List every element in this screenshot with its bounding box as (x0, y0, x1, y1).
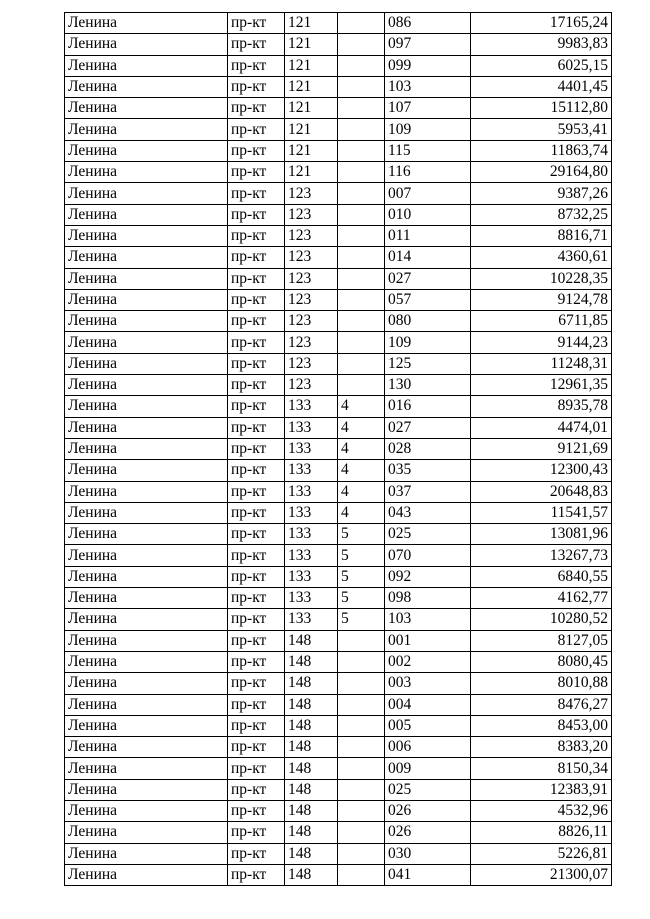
street-type-cell: пр-кт (228, 630, 285, 651)
building-corpus-cell (338, 375, 385, 396)
street-cell: Ленина (65, 758, 228, 779)
street-type-cell: пр-кт (228, 800, 285, 821)
street-cell: Ленина (65, 737, 228, 758)
street-type-cell: пр-кт (228, 140, 285, 161)
amount-cell: 11541,57 (471, 502, 612, 523)
street-type-cell: пр-кт (228, 651, 285, 672)
street-cell: Ленина (65, 545, 228, 566)
house-number-cell: 133 (285, 438, 338, 459)
amount-cell: 8732,25 (471, 204, 612, 225)
house-number-cell: 148 (285, 822, 338, 843)
apartment-number-cell: 035 (385, 460, 471, 481)
street-cell: Ленина (65, 864, 228, 885)
house-number-cell: 133 (285, 417, 338, 438)
street-type-cell: пр-кт (228, 375, 285, 396)
table-row (65, 162, 612, 183)
street-cell: Ленина (65, 375, 228, 396)
building-corpus-cell (338, 758, 385, 779)
amount-cell: 8453,00 (471, 715, 612, 736)
amount-cell: 4162,77 (471, 588, 612, 609)
building-corpus-cell (338, 779, 385, 800)
amount-cell: 20648,83 (471, 481, 612, 502)
apartment-number-cell: 109 (385, 119, 471, 140)
street-type-cell: пр-кт (228, 353, 285, 374)
house-number-cell: 148 (285, 630, 338, 651)
building-corpus-cell: 4 (338, 460, 385, 481)
street-cell: Ленина (65, 524, 228, 545)
street-cell: Ленина (65, 225, 228, 246)
table-row (65, 225, 612, 246)
house-number-cell: 123 (285, 247, 338, 268)
building-corpus-cell (338, 311, 385, 332)
table-row (65, 715, 612, 736)
amount-cell: 21300,07 (471, 864, 612, 885)
table-row (65, 694, 612, 715)
street-type-cell: пр-кт (228, 247, 285, 268)
street-type-cell: пр-кт (228, 34, 285, 55)
street-cell: Ленина (65, 800, 228, 821)
street-cell: Ленина (65, 673, 228, 694)
table-row (65, 119, 612, 140)
street-type-cell: пр-кт (228, 332, 285, 353)
amount-cell: 12300,43 (471, 460, 612, 481)
street-type-cell: пр-кт (228, 204, 285, 225)
amount-cell: 6025,15 (471, 55, 612, 76)
document-page (64, 12, 611, 886)
amount-cell: 8816,71 (471, 225, 612, 246)
apartment-number-cell: 041 (385, 864, 471, 885)
table-row (65, 843, 612, 864)
street-cell: Ленина (65, 162, 228, 183)
street-cell: Ленина (65, 204, 228, 225)
street-cell: Ленина (65, 609, 228, 630)
amount-cell: 5953,41 (471, 119, 612, 140)
table-row (65, 566, 612, 587)
building-corpus-cell: 5 (338, 588, 385, 609)
house-number-cell: 148 (285, 715, 338, 736)
apartment-number-cell: 003 (385, 673, 471, 694)
table-row (65, 588, 612, 609)
street-type-cell: пр-кт (228, 183, 285, 204)
street-cell: Ленина (65, 13, 228, 34)
address-table (64, 12, 612, 886)
street-cell: Ленина (65, 34, 228, 55)
amount-cell: 15112,80 (471, 98, 612, 119)
apartment-number-cell: 028 (385, 438, 471, 459)
building-corpus-cell: 4 (338, 396, 385, 417)
house-number-cell: 133 (285, 609, 338, 630)
table-row (65, 289, 612, 310)
amount-cell: 11248,31 (471, 353, 612, 374)
apartment-number-cell: 009 (385, 758, 471, 779)
building-corpus-cell (338, 204, 385, 225)
street-type-cell: пр-кт (228, 417, 285, 438)
house-number-cell: 121 (285, 162, 338, 183)
apartment-number-cell: 086 (385, 13, 471, 34)
table-row (65, 268, 612, 289)
street-cell: Ленина (65, 396, 228, 417)
table-row (65, 524, 612, 545)
table-row (65, 375, 612, 396)
house-number-cell: 123 (285, 289, 338, 310)
amount-cell: 4401,45 (471, 76, 612, 97)
table-row (65, 438, 612, 459)
street-type-cell: пр-кт (228, 396, 285, 417)
house-number-cell: 121 (285, 76, 338, 97)
amount-cell: 4532,96 (471, 800, 612, 821)
building-corpus-cell (338, 843, 385, 864)
apartment-number-cell: 004 (385, 694, 471, 715)
amount-cell: 6711,85 (471, 311, 612, 332)
street-type-cell: пр-кт (228, 566, 285, 587)
street-type-cell: пр-кт (228, 864, 285, 885)
street-type-cell: пр-кт (228, 673, 285, 694)
street-cell: Ленина (65, 630, 228, 651)
house-number-cell: 148 (285, 843, 338, 864)
table-row (65, 673, 612, 694)
amount-cell: 10228,35 (471, 268, 612, 289)
building-corpus-cell: 4 (338, 481, 385, 502)
house-number-cell: 148 (285, 651, 338, 672)
building-corpus-cell (338, 162, 385, 183)
street-type-cell: пр-кт (228, 481, 285, 502)
house-number-cell: 123 (285, 375, 338, 396)
house-number-cell: 133 (285, 588, 338, 609)
street-cell: Ленина (65, 822, 228, 843)
apartment-number-cell: 025 (385, 779, 471, 800)
apartment-number-cell: 025 (385, 524, 471, 545)
street-cell: Ленина (65, 183, 228, 204)
table-row (65, 396, 612, 417)
apartment-number-cell: 099 (385, 55, 471, 76)
street-type-cell: пр-кт (228, 822, 285, 843)
building-corpus-cell (338, 76, 385, 97)
apartment-number-cell: 103 (385, 609, 471, 630)
apartment-number-cell: 007 (385, 183, 471, 204)
street-type-cell: пр-кт (228, 588, 285, 609)
street-type-cell: пр-кт (228, 289, 285, 310)
street-cell: Ленина (65, 694, 228, 715)
street-cell: Ленина (65, 76, 228, 97)
building-corpus-cell (338, 225, 385, 246)
house-number-cell: 123 (285, 311, 338, 332)
amount-cell: 4360,61 (471, 247, 612, 268)
street-type-cell: пр-кт (228, 545, 285, 566)
house-number-cell: 148 (285, 694, 338, 715)
street-cell: Ленина (65, 289, 228, 310)
building-corpus-cell (338, 268, 385, 289)
house-number-cell: 121 (285, 119, 338, 140)
building-corpus-cell (338, 140, 385, 161)
house-number-cell: 121 (285, 98, 338, 119)
table-row (65, 183, 612, 204)
table-body (65, 13, 612, 886)
apartment-number-cell: 070 (385, 545, 471, 566)
street-cell: Ленина (65, 55, 228, 76)
street-cell: Ленина (65, 119, 228, 140)
apartment-number-cell: 097 (385, 34, 471, 55)
street-cell: Ленина (65, 588, 228, 609)
house-number-cell: 133 (285, 524, 338, 545)
apartment-number-cell: 027 (385, 417, 471, 438)
street-cell: Ленина (65, 651, 228, 672)
apartment-number-cell: 057 (385, 289, 471, 310)
building-corpus-cell (338, 673, 385, 694)
amount-cell: 8383,20 (471, 737, 612, 758)
table-row (65, 822, 612, 843)
house-number-cell: 133 (285, 460, 338, 481)
street-cell: Ленина (65, 140, 228, 161)
amount-cell: 8935,78 (471, 396, 612, 417)
table-row (65, 481, 612, 502)
amount-cell: 8080,45 (471, 651, 612, 672)
apartment-number-cell: 014 (385, 247, 471, 268)
table-row (65, 204, 612, 225)
street-type-cell: пр-кт (228, 758, 285, 779)
table-row (65, 758, 612, 779)
amount-cell: 6840,55 (471, 566, 612, 587)
amount-cell: 4474,01 (471, 417, 612, 438)
apartment-number-cell: 116 (385, 162, 471, 183)
amount-cell: 8476,27 (471, 694, 612, 715)
house-number-cell: 121 (285, 13, 338, 34)
table-row (65, 76, 612, 97)
street-type-cell: пр-кт (228, 715, 285, 736)
building-corpus-cell: 4 (338, 417, 385, 438)
table-row (65, 779, 612, 800)
apartment-number-cell: 030 (385, 843, 471, 864)
street-type-cell: пр-кт (228, 502, 285, 523)
street-cell: Ленина (65, 481, 228, 502)
table-row (65, 247, 612, 268)
building-corpus-cell (338, 289, 385, 310)
amount-cell: 5226,81 (471, 843, 612, 864)
house-number-cell: 133 (285, 502, 338, 523)
building-corpus-cell (338, 98, 385, 119)
street-cell: Ленина (65, 566, 228, 587)
amount-cell: 17165,24 (471, 13, 612, 34)
street-cell: Ленина (65, 843, 228, 864)
apartment-number-cell: 125 (385, 353, 471, 374)
house-number-cell: 121 (285, 55, 338, 76)
table-row (65, 332, 612, 353)
street-type-cell: пр-кт (228, 843, 285, 864)
building-corpus-cell (338, 694, 385, 715)
apartment-number-cell: 010 (385, 204, 471, 225)
table-row (65, 460, 612, 481)
building-corpus-cell: 5 (338, 524, 385, 545)
street-type-cell: пр-кт (228, 98, 285, 119)
house-number-cell: 123 (285, 183, 338, 204)
house-number-cell: 121 (285, 140, 338, 161)
house-number-cell: 123 (285, 268, 338, 289)
apartment-number-cell: 027 (385, 268, 471, 289)
street-type-cell: пр-кт (228, 13, 285, 34)
house-number-cell: 148 (285, 779, 338, 800)
house-number-cell: 133 (285, 545, 338, 566)
amount-cell: 9124,78 (471, 289, 612, 310)
house-number-cell: 148 (285, 758, 338, 779)
street-type-cell: пр-кт (228, 694, 285, 715)
street-type-cell: пр-кт (228, 162, 285, 183)
house-number-cell: 123 (285, 332, 338, 353)
apartment-number-cell: 115 (385, 140, 471, 161)
table-row (65, 140, 612, 161)
building-corpus-cell (338, 13, 385, 34)
table-row (65, 311, 612, 332)
table-row (65, 545, 612, 566)
building-corpus-cell (338, 119, 385, 140)
apartment-number-cell: 001 (385, 630, 471, 651)
house-number-cell: 148 (285, 737, 338, 758)
building-corpus-cell: 5 (338, 566, 385, 587)
building-corpus-cell: 4 (338, 502, 385, 523)
amount-cell: 13267,73 (471, 545, 612, 566)
street-cell: Ленина (65, 332, 228, 353)
house-number-cell: 123 (285, 204, 338, 225)
building-corpus-cell (338, 183, 385, 204)
street-cell: Ленина (65, 779, 228, 800)
building-corpus-cell: 4 (338, 438, 385, 459)
street-cell: Ленина (65, 98, 228, 119)
street-type-cell: пр-кт (228, 225, 285, 246)
building-corpus-cell (338, 800, 385, 821)
street-cell: Ленина (65, 311, 228, 332)
table-row (65, 609, 612, 630)
building-corpus-cell (338, 630, 385, 651)
street-type-cell: пр-кт (228, 524, 285, 545)
building-corpus-cell: 5 (338, 545, 385, 566)
street-cell: Ленина (65, 715, 228, 736)
building-corpus-cell (338, 353, 385, 374)
apartment-number-cell: 080 (385, 311, 471, 332)
house-number-cell: 148 (285, 673, 338, 694)
apartment-number-cell: 043 (385, 502, 471, 523)
table-row (65, 737, 612, 758)
table-row (65, 417, 612, 438)
building-corpus-cell (338, 715, 385, 736)
house-number-cell: 148 (285, 864, 338, 885)
building-corpus-cell (338, 822, 385, 843)
table-row (65, 13, 612, 34)
table-row (65, 34, 612, 55)
house-number-cell: 148 (285, 800, 338, 821)
street-type-cell: пр-кт (228, 55, 285, 76)
apartment-number-cell: 002 (385, 651, 471, 672)
amount-cell: 12961,35 (471, 375, 612, 396)
building-corpus-cell (338, 55, 385, 76)
street-cell: Ленина (65, 502, 228, 523)
table-row (65, 353, 612, 374)
street-cell: Ленина (65, 247, 228, 268)
amount-cell: 9387,26 (471, 183, 612, 204)
apartment-number-cell: 011 (385, 225, 471, 246)
street-type-cell: пр-кт (228, 76, 285, 97)
building-corpus-cell (338, 332, 385, 353)
apartment-number-cell: 005 (385, 715, 471, 736)
building-corpus-cell (338, 737, 385, 758)
building-corpus-cell (338, 34, 385, 55)
street-type-cell: пр-кт (228, 460, 285, 481)
amount-cell: 8127,05 (471, 630, 612, 651)
amount-cell: 12383,91 (471, 779, 612, 800)
street-cell: Ленина (65, 353, 228, 374)
apartment-number-cell: 026 (385, 800, 471, 821)
street-type-cell: пр-кт (228, 311, 285, 332)
street-type-cell: пр-кт (228, 779, 285, 800)
amount-cell: 8010,88 (471, 673, 612, 694)
apartment-number-cell: 103 (385, 76, 471, 97)
street-cell: Ленина (65, 268, 228, 289)
building-corpus-cell (338, 247, 385, 268)
street-cell: Ленина (65, 438, 228, 459)
house-number-cell: 123 (285, 353, 338, 374)
apartment-number-cell: 006 (385, 737, 471, 758)
house-number-cell: 123 (285, 225, 338, 246)
apartment-number-cell: 016 (385, 396, 471, 417)
apartment-number-cell: 026 (385, 822, 471, 843)
table-row (65, 630, 612, 651)
table-row (65, 800, 612, 821)
amount-cell: 10280,52 (471, 609, 612, 630)
house-number-cell: 121 (285, 34, 338, 55)
amount-cell: 9983,83 (471, 34, 612, 55)
amount-cell: 9121,69 (471, 438, 612, 459)
street-cell: Ленина (65, 417, 228, 438)
street-type-cell: пр-кт (228, 609, 285, 630)
apartment-number-cell: 098 (385, 588, 471, 609)
apartment-number-cell: 092 (385, 566, 471, 587)
amount-cell: 8826,11 (471, 822, 612, 843)
apartment-number-cell: 130 (385, 375, 471, 396)
table-row (65, 55, 612, 76)
house-number-cell: 133 (285, 481, 338, 502)
amount-cell: 13081,96 (471, 524, 612, 545)
building-corpus-cell (338, 864, 385, 885)
table-row (65, 651, 612, 672)
table-row (65, 98, 612, 119)
amount-cell: 29164,80 (471, 162, 612, 183)
apartment-number-cell: 107 (385, 98, 471, 119)
street-cell: Ленина (65, 460, 228, 481)
table-row (65, 864, 612, 885)
amount-cell: 9144,23 (471, 332, 612, 353)
building-corpus-cell (338, 651, 385, 672)
table-row (65, 502, 612, 523)
apartment-number-cell: 109 (385, 332, 471, 353)
apartment-number-cell: 037 (385, 481, 471, 502)
house-number-cell: 133 (285, 566, 338, 587)
street-type-cell: пр-кт (228, 268, 285, 289)
amount-cell: 11863,74 (471, 140, 612, 161)
street-type-cell: пр-кт (228, 438, 285, 459)
house-number-cell: 133 (285, 396, 338, 417)
street-type-cell: пр-кт (228, 737, 285, 758)
street-type-cell: пр-кт (228, 119, 285, 140)
building-corpus-cell: 5 (338, 609, 385, 630)
amount-cell: 8150,34 (471, 758, 612, 779)
